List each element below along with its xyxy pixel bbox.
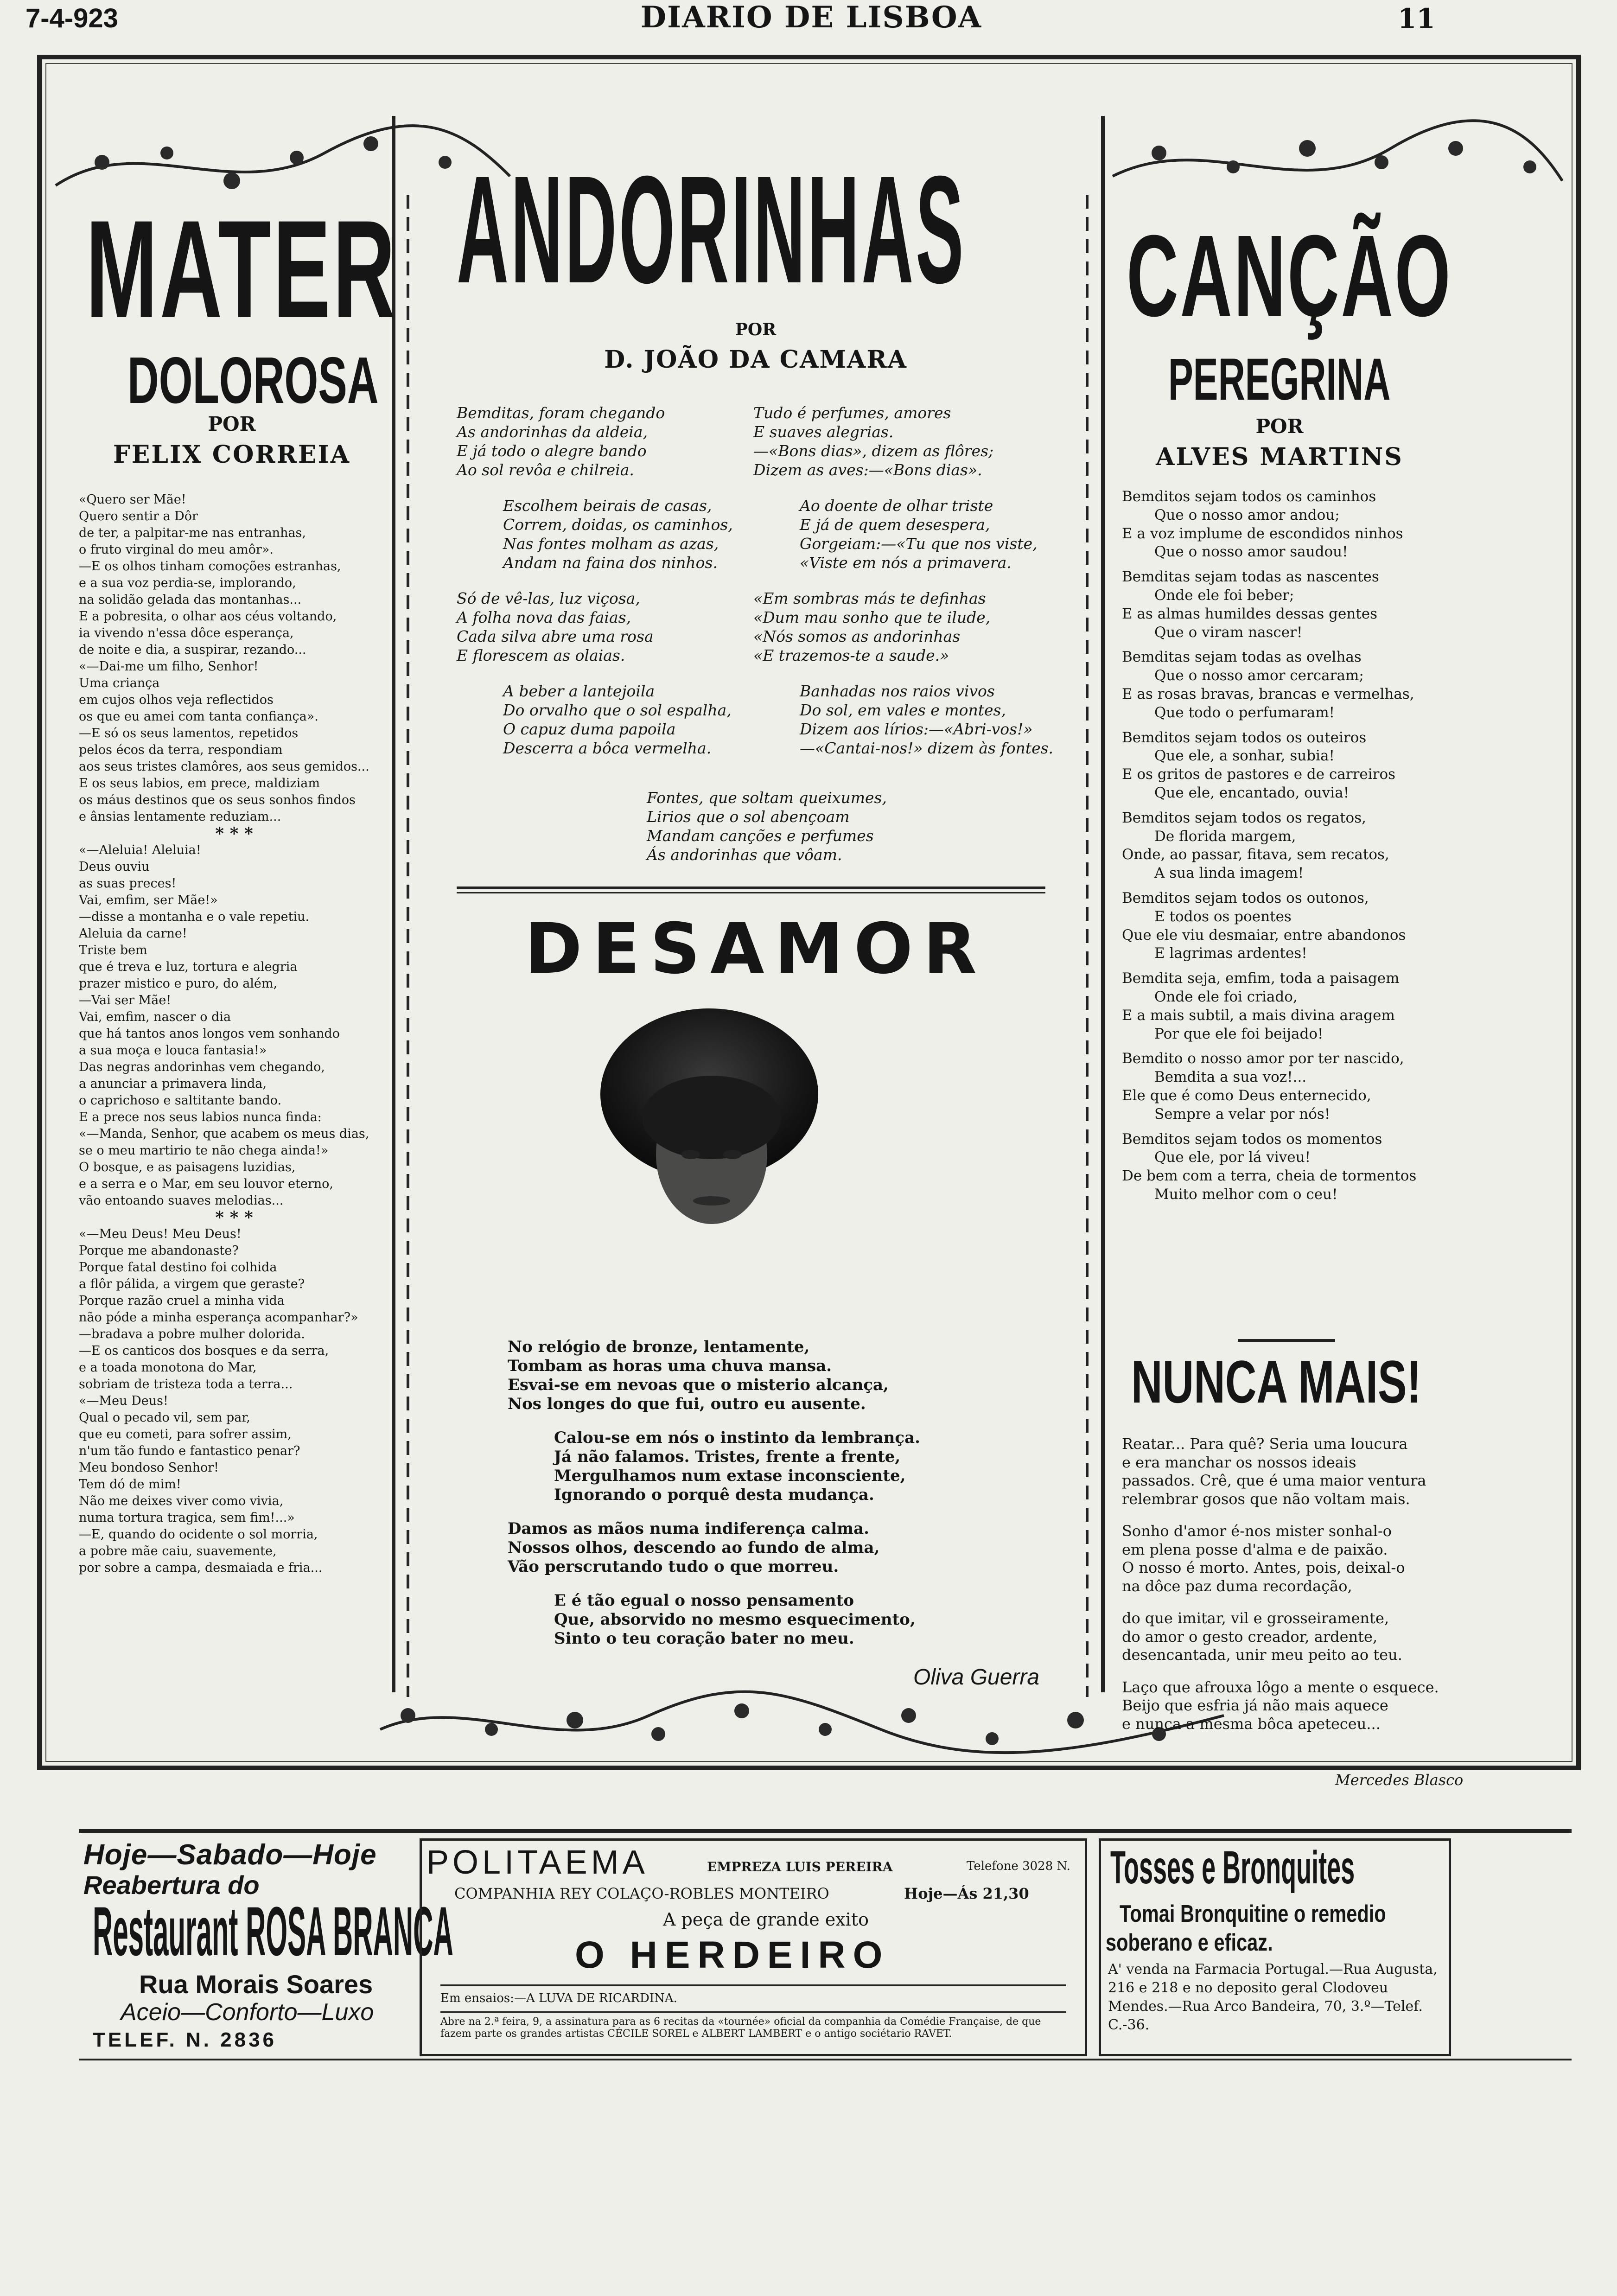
poem-line: De florida margem, <box>1154 828 1296 845</box>
politeama-companhia: COMPANHIA REY COLAÇO-ROBLES MONTEIRO <box>454 1885 829 1902</box>
poem-line: E já de quem desespera, <box>800 516 990 534</box>
poem-line: Deus ouviu <box>79 860 150 874</box>
stanza <box>647 788 971 864</box>
politeama-ensaios: Em ensaios:—A LUVA DE RICARDINA. <box>440 1991 677 2005</box>
poem-line: «Quero ser Mãe! <box>79 492 186 507</box>
stanza <box>508 1338 1064 1414</box>
poem-line: e nunca a mesma bôca apeteceu... <box>1122 1715 1381 1733</box>
poem-line: de ter, a palpitar-me nas entranhas, <box>79 526 306 540</box>
nunca-mais-title: NUNCA MAIS! <box>1131 1348 1421 1416</box>
poem-line: E lagrimas ardentes! <box>1154 945 1307 962</box>
poem-line: Bemditos sejam todos os outeiros <box>1122 729 1367 746</box>
poem-line: E a pobresita, o olhar aos céus voltando, <box>79 609 337 624</box>
poem-line: Do sol, em vales e montes, <box>800 701 1006 719</box>
poem-line: a anunciar a primavera linda, <box>79 1077 267 1091</box>
poem-line: Vai, emfim, nascer o dia <box>79 1010 231 1024</box>
mater-author: FELIX CORREIA <box>113 440 351 469</box>
stanza <box>753 403 1073 479</box>
poem-line: prazer mistico e puro, do além, <box>79 976 278 991</box>
poem-line: Ás andorinhas que vôam. <box>647 846 842 864</box>
poem-line: Tem dó de mim! <box>79 1477 181 1492</box>
poem-line: vão entoando suaves melodias... <box>79 1193 284 1208</box>
page-number: 11 <box>1398 3 1435 34</box>
politeama-rule <box>440 1984 1066 1986</box>
andorinhas-separator-rule <box>457 887 1045 889</box>
poem-line: Que o nosso amor cercaram; <box>1154 667 1364 684</box>
poem-line: E a prece nos seus labios nunca finda: <box>79 1110 322 1124</box>
restaurant-hoje: Hoje—Sabado—Hoje <box>83 1839 377 1871</box>
poem-line: ia vivendo n'essa dôce esperança, <box>79 626 294 640</box>
poem-line: «Viste em nós a primavera. <box>800 554 1012 572</box>
bronquites-body: A' venda na Farmacia Portugal.—Rua Augusta, 216 e 218 e no deposito geral Clodoveu Mendes.—Rua Arco Bandeira, 70, 3.º—Telef. C.-36. <box>1108 1961 1438 2033</box>
peregrina-title: PEREGRINA <box>1168 346 1391 413</box>
poem-line: Que ele, encantado, ouvia! <box>1154 784 1350 801</box>
poem-line: Nossos olhos, descendo ao fundo de alma, <box>508 1538 880 1557</box>
poem-line: Banhadas nos raios vivos <box>800 682 995 700</box>
dolorosa-title: DOLOROSA <box>127 344 379 417</box>
poem-line: Sonho d'amor é-nos mister sonhal-o <box>1122 1522 1392 1540</box>
poem-line: numa tortura tragica, sem fim!...» <box>79 1511 295 1525</box>
poem-line: Calou-se em nós o instinto da lembrança. <box>554 1429 920 1447</box>
poem-line: Do orvalho que o sol espalha, <box>503 701 732 719</box>
poem-line: as suas preces! <box>79 876 177 891</box>
cancao-poem <box>1122 488 1442 1211</box>
poem-line: As andorinhas da aldeia, <box>457 423 648 441</box>
poem-line: e a sua voz perdia-se, implorando, <box>79 576 296 590</box>
poem-line: em plena posse d'alma e de paixão. <box>1122 1540 1388 1558</box>
poem-line: sobriam de tristeza toda a terra... <box>79 1377 293 1391</box>
poem-line: os que eu amei com tanta confiança». <box>79 709 318 724</box>
politeama-rule-2 <box>440 2011 1066 2013</box>
poem-line: Que ele, a sonhar, subia! <box>1154 747 1335 765</box>
poem-line: —disse a montanha e o vale repetiu. <box>79 910 310 924</box>
poem-line: Bemditos sejam todos os outonos, <box>1122 889 1369 906</box>
restaurant-ad <box>79 1838 453 2051</box>
portrait-photo <box>598 1006 821 1247</box>
poem-line: «—Meu Deus! <box>79 1394 168 1408</box>
poem-line: «E trazemos-te a saude.» <box>753 646 949 664</box>
poem-line: Fontes, que soltam queixumes, <box>647 789 887 807</box>
restaurant-reabertura: Reabertura do <box>83 1870 260 1900</box>
poem-line: Porque razão cruel a minha vida <box>79 1294 285 1308</box>
poem-line: a sua moça e louca fantasia!» <box>79 1043 267 1058</box>
poem-line: Uma criança <box>79 676 160 690</box>
ads-top-rule <box>79 1829 1572 1833</box>
restaurant-street: Rua Morais Soares <box>139 1970 373 1999</box>
nunca-mais-author: Mercedes Blasco <box>1335 1771 1464 1789</box>
desamor-author: Oliva Guerra <box>913 1665 1040 1690</box>
poem-line: Nos longes do que fui, outro eu ausente. <box>508 1395 866 1413</box>
poem-line: De bem com a terra, cheia de tormentos <box>1122 1167 1417 1185</box>
poem-line: e a toada monotona do Mar, <box>79 1360 257 1375</box>
poem-line: E os gritos de pastores e de carreiros <box>1122 766 1396 783</box>
poem-line: Bemdita seja, emfim, toda a paisagem <box>1122 970 1400 987</box>
poem-line: —E, quando do ocidente o sol morria, <box>79 1527 318 1542</box>
politeama-play: O HERDEIRO <box>575 1934 890 1976</box>
politeama-note: Abre na 2.ª feira, 9, a assinatura para as 6 recitas da «tournée» oficial da companhia da Comédie Française, de que fazem parte os grandes artistas CÉCILE SOREL e ALBERT LAMBERT e o antigo sociétario RAVET. <box>440 2016 1041 2040</box>
poem-line: pelos écos da terra, respondiam <box>79 743 283 757</box>
poem-line: Escolhem beirais de casas, <box>503 497 712 515</box>
poem-line: Que todo o perfumaram! <box>1154 704 1335 721</box>
poem-line: de noite e dia, a suspirar, rezando... <box>79 643 306 657</box>
poem-line: desencantada, unir meu peito ao teu. <box>1122 1646 1402 1664</box>
bronquites-title: Tosses e Bronquites <box>1110 1842 1355 1894</box>
poem-line: na dôce paz duma recordação, <box>1122 1577 1352 1595</box>
poem-line: na solidão gelada das montanhas... <box>79 593 302 607</box>
poem-line: Qual o pecado vil, sem par, <box>79 1410 250 1425</box>
poem-line: e a serra e o Mar, em seu louvor eterno, <box>79 1177 334 1191</box>
andorinhas-final-stanza <box>647 788 971 864</box>
cancao-por: POR <box>1255 415 1304 438</box>
poem-line: a flôr pálida, a virgem que geraste? <box>79 1277 305 1291</box>
poem-line: E a mais subtil, a mais divina aragem <box>1122 1007 1395 1024</box>
poem-line: E suaves alegrias. <box>753 423 894 441</box>
restaurant-phone: TELEF. N. 2836 <box>93 2028 277 2051</box>
poem-line: não póde a minha esperança acompanhar?» <box>79 1310 358 1325</box>
poem-line: que há tantos anos longos vem sonhando <box>79 1027 340 1041</box>
poem-line: Sinto o teu coração bater no meu. <box>554 1629 854 1648</box>
poem-line: Porque me abandonaste? <box>79 1244 239 1258</box>
poem-line: Que o nosso amor andou; <box>1154 506 1340 523</box>
stanza <box>457 496 744 572</box>
poem-line: Laço que afrouxa lôgo a mente o esquece. <box>1122 1678 1439 1696</box>
andorinhas-stanzas-right <box>753 403 1073 774</box>
nunca-mais-poem <box>1122 1435 1442 1747</box>
poem-line: Vai, emfim, ser Mãe!» <box>79 893 218 907</box>
stanza <box>1122 1522 1442 1595</box>
poem-line: —bradava a pobre mulher dolorida. <box>79 1327 305 1341</box>
poem-line: Que ele, por lá viveu! <box>1154 1149 1311 1166</box>
andorinhas-por: POR <box>735 320 777 339</box>
poem-line: —Vai ser Mãe! <box>79 993 172 1008</box>
poem-line: relembrar gosos que não voltam mais. <box>1122 1490 1410 1508</box>
poem-line: —E os olhos tinham comoções estranhas, <box>79 559 341 574</box>
poem-line: Reatar... Para quê? Seria uma loucura <box>1122 1435 1408 1453</box>
stanza <box>457 682 744 758</box>
poem-line: que é treva e luz, tortura e alegria <box>79 960 298 974</box>
poem-line: Andam na faina dos ninhos. <box>503 554 718 572</box>
desamor-poem <box>508 1338 1064 1663</box>
poem-line: Bemditas, foram chegando <box>457 404 665 422</box>
poem-line: aos seus tristes clamôres, aos seus gemidos... <box>79 759 369 774</box>
poem-line: Quero sentir a Dôr <box>79 509 198 523</box>
poem-line: Bemditas sejam todas as nascentes <box>1122 568 1379 586</box>
andorinhas-title: ANDORINHAS <box>457 144 966 315</box>
poem-line: Triste bem <box>79 943 147 957</box>
andorinhas-stanzas-left <box>457 403 744 774</box>
poem-line: No relógio de bronze, lentamente, <box>508 1338 810 1356</box>
poem-line: Aleluia da carne! <box>79 926 187 941</box>
poem-line: Ao doente de olhar triste <box>800 497 993 515</box>
page-header <box>0 0 1617 42</box>
poem-line: os máus destinos que os seus sonhos findos <box>79 793 356 807</box>
poem-line: «—Dai-me um filho, Senhor! <box>79 659 259 674</box>
stanza <box>753 589 1073 665</box>
poem-line: Esvai-se em nevoas que o misterio alcança, <box>508 1376 889 1394</box>
mater-title: MATER <box>86 191 398 347</box>
poem-line: «Em sombras más te definhas <box>753 589 986 607</box>
poem-line: por sobre a campa, desmaiada e fria... <box>79 1561 323 1575</box>
poem-line: Onde ele foi criado, <box>1154 988 1298 1005</box>
poem-line: «—Aleluia! Aleluia! <box>79 843 201 857</box>
stanza <box>753 682 1073 758</box>
poem-line: Correm, doidas, os caminhos, <box>503 516 733 534</box>
poem-line: A sua linda imagem! <box>1154 865 1304 882</box>
poem-line: E florescem as olaias. <box>457 646 625 664</box>
poem-line: passados. Crê, que é uma maior ventura <box>1122 1472 1426 1489</box>
poem-line: A folha nova das faias, <box>457 608 631 626</box>
poem-line: «Dum mau sonho que te ilude, <box>753 608 991 626</box>
column-divider-right <box>1101 116 1105 1692</box>
poem-line: o caprichoso e saltitante bando. <box>79 1093 282 1108</box>
poem-line: Porque fatal destino foi colhida <box>79 1260 277 1275</box>
poem-line: e era manchar os nossos ideais <box>1122 1453 1356 1471</box>
poem-line: Das negras andorinhas vem chegando, <box>79 1060 325 1074</box>
poem-line: n'um tão fundo e fantastico penar? <box>79 1444 300 1458</box>
poem-line: —«Cantai-nos!» dizem às fontes. <box>800 739 1054 757</box>
poem-line: Bemditos sejam todos os momentos <box>1122 1130 1382 1148</box>
poem-line: Ele que é como Deus enternecido, <box>1122 1087 1371 1104</box>
bronquites-line1: Tomai Bronquitine o remedio <box>1120 1901 1386 1927</box>
poem-line: Que ele viu desmaiar, entre abandonos <box>1122 926 1406 944</box>
poem-line: Não me deixes viver como vivia, <box>79 1494 284 1508</box>
stanza <box>1122 1435 1442 1508</box>
stanza <box>1122 1678 1442 1734</box>
poem-line: Bemditas sejam todas as ovelhas <box>1122 649 1362 666</box>
stanza <box>1122 1609 1442 1665</box>
politeama-empresa: EMPREZA LUIS PEREIRA <box>707 1859 893 1875</box>
poem-line: o fruto virginal do meu amôr». <box>79 542 274 557</box>
poem-line: Tudo é perfumes, amores <box>753 404 951 422</box>
stanza <box>753 496 1073 572</box>
poem-line: a pobre mãe caiu, suavemente, <box>79 1544 277 1558</box>
poem-line: E as almas humildes dessas gentes <box>1122 605 1377 622</box>
politeama-exito: A peça de grande exito <box>663 1909 869 1930</box>
cancao-title: CANÇÃO <box>1127 211 1452 340</box>
vine-ornament-bottom <box>371 1688 1233 1762</box>
poem-line: «Nós somos as andorinhas <box>753 627 961 645</box>
poem-line: O capuz duma papoila <box>503 720 676 738</box>
desamor-title: DESAMOR <box>524 909 987 989</box>
poem-line: que eu cometi, para sofrer assim, <box>79 1427 292 1441</box>
poem-line: Bemditos sejam todos os caminhos <box>1122 488 1376 505</box>
bronquites-ad <box>1099 1838 1451 2056</box>
poem-line: —E os canticos dos bosques e da serra, <box>79 1344 329 1358</box>
stanza <box>457 589 744 665</box>
masthead: DIARIO DE LISBOA <box>640 0 982 35</box>
poem-line: E já todo o alegre bando <box>457 442 647 460</box>
poem-line: Beijo que esfria já não mais aquece <box>1122 1696 1388 1714</box>
mater-poem <box>79 491 389 1576</box>
poem-line: Ao sol revôa e chilreia. <box>457 461 634 479</box>
poem-line: O nosso é morto. Antes, pois, deixal-o <box>1122 1559 1405 1576</box>
stanza <box>508 1591 1064 1648</box>
poem-line: do amor o gesto creador, ardente, <box>1122 1627 1378 1645</box>
poem-line: Mergulhamos num extase inconsciente, <box>554 1467 906 1485</box>
poem-line: * * * <box>215 1208 253 1227</box>
andorinhas-separator-rule-thin <box>457 892 1045 893</box>
poem-line: E é tão egual o nosso pensamento <box>554 1591 854 1610</box>
poem-line: E todos os poentes <box>1154 908 1292 925</box>
poem-line: Meu bondoso Senhor! <box>79 1461 219 1475</box>
poem-line: Que o viram nascer! <box>1154 624 1303 641</box>
poem-line: Bemdita a sua voz!... <box>1154 1069 1307 1086</box>
poem-line: Tombam as horas uma chuva mansa. <box>508 1357 832 1375</box>
poem-line: Que o nosso amor saudou! <box>1154 543 1348 561</box>
poem-line: e ânsias lentamente reduziam... <box>79 810 281 824</box>
stanza <box>508 1519 1064 1576</box>
politeama-title: POLITAEMA <box>427 1844 649 1881</box>
poem-line: Nas fontes molham as azas, <box>503 535 719 553</box>
poem-line: Onde, ao passar, fitava, sem recatos, <box>1122 846 1389 863</box>
poem-line: Que, absorvido no mesmo esquecimento, <box>554 1610 916 1629</box>
poem-line: Só de vê-las, luz viçosa, <box>457 589 640 607</box>
poem-line: Cada silva abre uma rosa <box>457 627 654 645</box>
poem-line: Gorgeiam:—«Tu que nos viste, <box>800 535 1038 553</box>
poem-line: Descerra a bôca vermelha. <box>503 739 712 757</box>
mater-por: POR <box>208 413 256 435</box>
poem-line: * * * <box>215 824 253 843</box>
poem-line: em cujos olhos veja reflectidos <box>79 693 274 707</box>
poem-line: E os seus labios, em prece, maldiziam <box>79 776 320 791</box>
poem-line: Mandam canções e perfumes <box>647 827 874 845</box>
poem-line: Bemditos sejam todos os regatos, <box>1122 809 1366 826</box>
poem-line: E as rosas bravas, brancas e vermelhas, <box>1122 685 1414 702</box>
politeama-hoje: Hoje—Ás 21,30 <box>904 1885 1029 1902</box>
restaurant-name: Restaurant ROSA BRANCA <box>93 1892 453 1970</box>
poem-line: A beber a lantejoila <box>503 682 655 700</box>
politeama-telefone: Telefone 3028 N. <box>967 1859 1070 1873</box>
poem-line: —E só os seus lamentos, repetidos <box>79 726 299 740</box>
stanza <box>457 403 744 479</box>
poem-line: Damos as mãos numa indiferença calma. <box>508 1519 870 1538</box>
ads-bottom-rule <box>79 2059 1572 2060</box>
poem-line: «—Meu Deus! Meu Deus! <box>79 1227 242 1241</box>
poem-line: «—Manda, Senhor, que acabem os meus dias, <box>79 1127 369 1141</box>
poem-line: Já não falamos. Tristes, frente a frente, <box>554 1448 901 1466</box>
poem-line: Sempre a velar por nós! <box>1154 1105 1331 1122</box>
poem-line: —«Bons dias», dizem as flôres; <box>753 442 994 460</box>
restaurant-tagline: Aceio—Conforto—Luxo <box>121 1999 374 2026</box>
poem-line: O bosque, e as paisagens luzidias, <box>79 1160 296 1174</box>
andorinhas-author: D. JOÃO DA CAMARA <box>604 345 907 374</box>
politeama-ad <box>420 1838 1087 2056</box>
poem-line: Dizem aos lírios:—«Abri-vos!» <box>800 720 1033 738</box>
poem-line: E a voz implume de escondidos ninhos <box>1122 525 1403 542</box>
poem-line: Dizem as aves:—«Bons dias». <box>753 461 982 479</box>
issue-date: 7-4-923 <box>25 3 118 33</box>
cancao-author: ALVES MARTINS <box>1156 443 1403 471</box>
stanza <box>508 1429 1064 1505</box>
poem-line: Por que ele foi beijado! <box>1154 1025 1324 1042</box>
nunca-mais-rule <box>1238 1339 1335 1342</box>
poem-line: Bemdito o nosso amor por ter nascido, <box>1122 1050 1404 1067</box>
poem-line: Vão perscrutando tudo o que morreu. <box>508 1557 839 1576</box>
poem-line: do que imitar, vil e grosseiramente, <box>1122 1609 1389 1627</box>
bronquites-line2: soberano e eficaz. <box>1106 1929 1273 1956</box>
poem-line: Ignorando o porquê desta mudança. <box>554 1486 874 1504</box>
poem-line: Muito melhor com o ceu! <box>1154 1186 1338 1203</box>
poem-line: Lirios que o sol abençoam <box>647 808 850 826</box>
poem-line: Onde ele foi beber; <box>1154 587 1294 604</box>
poem-line: se o meu martirio te não chega ainda!» <box>79 1143 329 1158</box>
